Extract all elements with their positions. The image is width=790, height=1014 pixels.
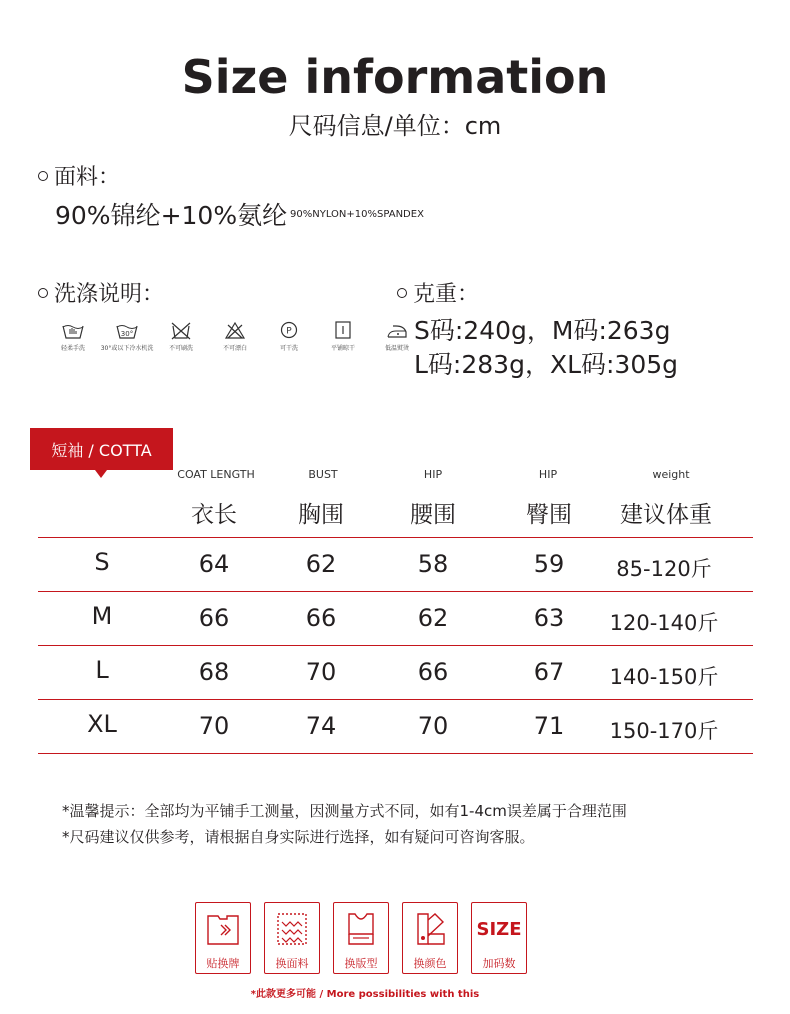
wash-label: 可干洗 (279, 345, 298, 352)
footer-note: *此款更多可能 / More possibilities with this (250, 989, 480, 1000)
badge-tag-swap (195, 902, 251, 974)
table-cell: 74 (305, 712, 337, 740)
color-swap-icon (408, 909, 452, 949)
size-word: SIZE (476, 918, 522, 940)
badge-label: 换颜色 (413, 957, 447, 970)
bullet-circle-icon (38, 288, 48, 298)
note-line-1: *温馨提示：全部均为平铺手工测量，因测量方式不同，如有1-4cm误差属于合理范围 (62, 802, 627, 820)
wash-label: 低温熨烫 (384, 345, 409, 352)
table-cell: 62 (305, 550, 337, 578)
wash-item (100, 320, 154, 352)
wash-label: 不可刷洗 (168, 345, 193, 352)
svg-text:P: P (286, 326, 292, 337)
wash-item (266, 320, 312, 352)
size-cell: S (94, 548, 110, 576)
weight-line-1: S码:240g，M码:263g (414, 316, 671, 345)
table-cell: 120-140斤 (609, 611, 719, 635)
fabric-heading (38, 160, 120, 191)
table-cell: 66 (417, 658, 449, 686)
column-header-en: weight (652, 468, 690, 481)
table-cell: 63 (533, 604, 565, 632)
table-cell: 70 (198, 712, 230, 740)
column-header-cn: 建议体重 (620, 502, 712, 528)
wash-label: 不可漂白 (222, 345, 247, 352)
washing-icons (50, 320, 420, 352)
table-cell: 68 (198, 658, 230, 686)
weight-heading-label: 克重： (413, 282, 480, 307)
wash-item (320, 320, 366, 352)
washing-heading (38, 277, 164, 308)
column-header-en: BUST (308, 468, 338, 481)
badge-label: 换版型 (344, 957, 378, 970)
wash-label: 平铺晾干 (330, 345, 355, 352)
size-cell: L (95, 656, 109, 684)
fabric-composition: 90%锦纶+10%氨纶 (55, 201, 288, 230)
no-tumble-dry-icon (168, 320, 194, 340)
table-cell: 58 (417, 550, 449, 578)
table-cell: 66 (305, 604, 337, 632)
wash-label: 30°或以下冷水机洗 (100, 345, 154, 352)
table-divider (38, 591, 753, 592)
column-header-cn: 腰围 (410, 502, 456, 528)
bullet-circle-icon (397, 288, 407, 298)
wash-item (158, 320, 204, 352)
table-divider (38, 645, 753, 646)
column-header-cn: 胸围 (298, 502, 344, 528)
column-header-en: HIP (423, 468, 443, 481)
badge-fabric-swap (264, 902, 320, 974)
badge-label: 加码数 (482, 957, 516, 970)
table-cell: 150-170斤 (609, 719, 719, 743)
table-cell: 71 (533, 712, 565, 740)
line-dry-icon (330, 320, 356, 340)
table-cell: 66 (198, 604, 230, 632)
table-cell: 70 (417, 712, 449, 740)
column-header-cn: 臀围 (526, 502, 572, 528)
badge-color-swap (402, 902, 458, 974)
low-iron-icon (384, 320, 410, 340)
table-cell: 70 (305, 658, 337, 686)
badge-label: 贴换牌 (206, 957, 240, 970)
badge-label: 换面料 (275, 957, 309, 970)
table-cell: 62 (417, 604, 449, 632)
wash-label: 轻柔手洗 (60, 345, 85, 352)
washing-heading-label: 洗涤说明： (54, 282, 165, 307)
svg-text:30°: 30° (120, 330, 134, 338)
dry-clean-p-icon (276, 320, 302, 340)
no-bleach-icon (222, 320, 248, 340)
table-divider (38, 537, 753, 538)
fabric-heading-label: 面料： (54, 165, 121, 190)
table-cell: 140-150斤 (609, 665, 719, 689)
category-tag: 短袖 / COTTA (30, 428, 173, 470)
page-subtitle: 尺码信息/单位：cm (288, 112, 502, 140)
bullet-circle-icon (38, 171, 48, 181)
column-header-cn: 衣长 (191, 502, 237, 528)
size-cell: M (91, 602, 113, 630)
column-header-en: HIP (538, 468, 558, 481)
weight-line-2: L码:283g，XL码:305g (414, 350, 679, 379)
machine-wash-30-icon (114, 320, 140, 340)
wash-item (212, 320, 258, 352)
tag-pointer-icon (95, 470, 107, 478)
fabric-swap-icon (270, 909, 314, 949)
size-text-icon (477, 909, 521, 949)
fabric-composition-en: 90%NYLON+10%SPANDEX (290, 209, 424, 220)
table-cell: 64 (198, 550, 230, 578)
table-divider (38, 699, 753, 700)
table-cell: 85-120斤 (616, 557, 712, 581)
table-cell: 59 (533, 550, 565, 578)
page-title: Size information (181, 50, 609, 104)
tag-swap-icon (201, 909, 245, 949)
table-cell: 67 (533, 658, 565, 686)
badge-pattern-swap (333, 902, 389, 974)
pattern-swap-icon (339, 909, 383, 949)
hand-wash-icon (60, 320, 86, 340)
size-cell: XL (87, 710, 117, 738)
table-divider (38, 753, 753, 754)
badge-size-add (471, 902, 527, 974)
column-header-en: COAT LENGTH (177, 468, 255, 481)
wash-item (50, 320, 96, 352)
note-line-2: *尺码建议仅供参考，请根据自身实际进行选择，如有疑问可咨询客服。 (62, 828, 535, 846)
weight-heading (397, 277, 479, 308)
